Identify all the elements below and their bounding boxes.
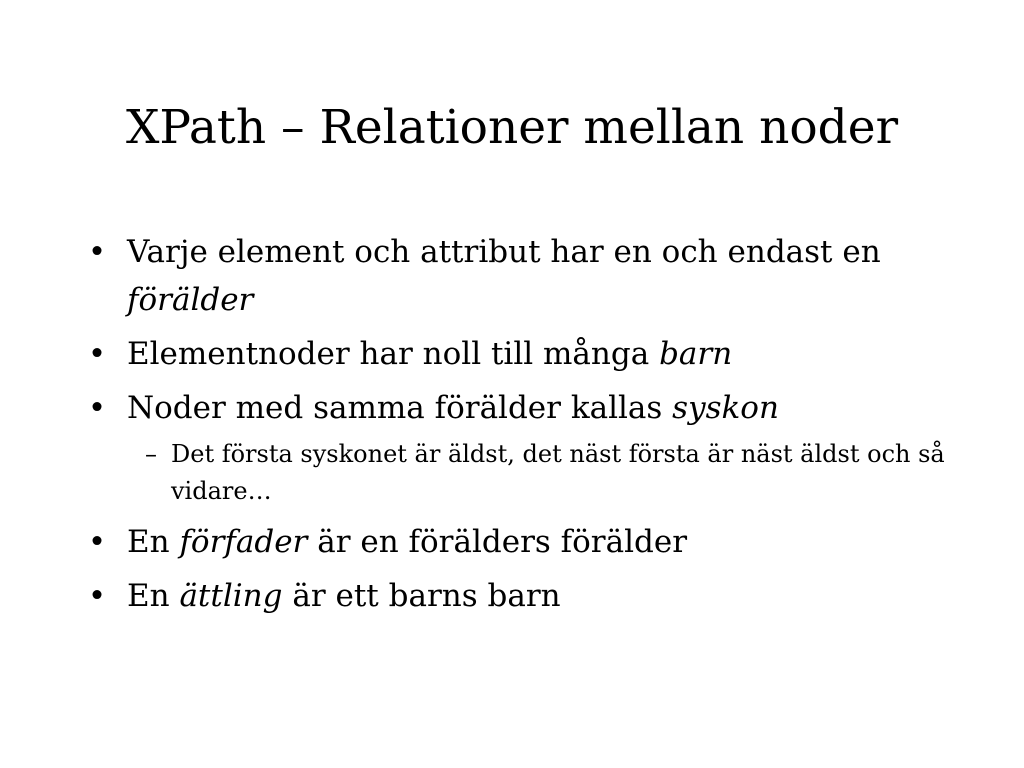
- bullet-emphasis: förälder: [127, 282, 254, 318]
- bullet-marker: •: [87, 524, 107, 560]
- bullet-text: Noder med samma förälder kallas: [127, 390, 673, 426]
- sub-bullet-text: Det första syskonet är äldst, det näst första är näst äldst och så vidare…: [171, 440, 945, 505]
- slide-title: XPath – Relationer mellan noder: [125, 100, 899, 155]
- sub-bullet-marker: –: [145, 440, 157, 468]
- bullet-item: [85, 518, 965, 566]
- bullet-item: [85, 228, 965, 324]
- bullet-marker: •: [87, 234, 107, 270]
- bullet-text-after: är ett barns barn: [282, 578, 561, 614]
- bullet-item: [85, 384, 965, 432]
- bullet-text: Varje element och attribut har en och endast en: [127, 234, 881, 270]
- bullet-list: [85, 228, 965, 626]
- bullet-item: [85, 330, 965, 378]
- bullet-text: En: [127, 578, 180, 614]
- bullet-marker: •: [87, 336, 107, 372]
- bullet-text: Elementnoder har noll till många: [127, 336, 660, 372]
- bullet-text-after: är en förälders förälder: [307, 524, 688, 560]
- bullet-marker: •: [87, 578, 107, 614]
- bullet-emphasis: ättling: [179, 578, 283, 614]
- bullet-text: En: [127, 524, 180, 560]
- bullet-emphasis: syskon: [672, 390, 779, 426]
- bullet-emphasis: förfader: [179, 524, 308, 560]
- bullet-item: [85, 572, 965, 620]
- bullet-marker: •: [87, 390, 107, 426]
- sub-bullet-item: [85, 436, 965, 510]
- bullet-emphasis: barn: [659, 336, 733, 372]
